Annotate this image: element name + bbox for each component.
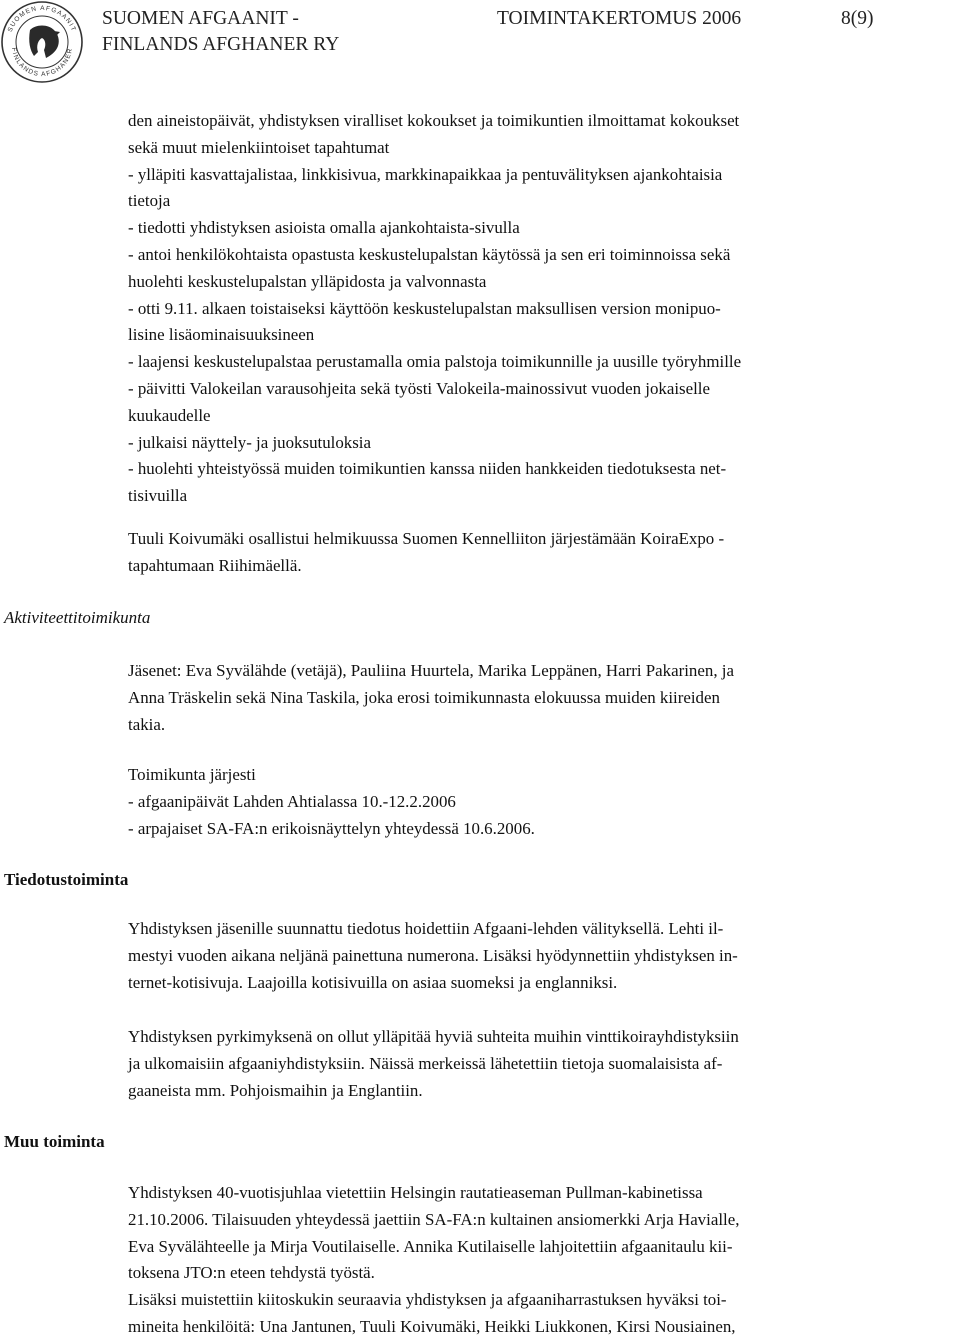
text-line: Yhdistyksen pyrkimyksenä on ollut ylläpitää hyviä suhteita muihin vinttikoirayhdistyksiin xyxy=(128,1027,739,1046)
text-line: tietoja xyxy=(128,191,171,211)
text-line: huolehti keskustelupalstan ylläpidosta ja valvonnasta xyxy=(128,271,487,291)
text-line: - antoi henkilökohtaista opastusta keskustelupalstan käytössä ja sen eri toiminnoissa sekä xyxy=(128,244,731,264)
text-line: den aineistopäivät, yhdistyksen viralliset kokoukset ja toimikuntien ilmoittamat kokoukset xyxy=(128,111,740,130)
header-page-number: 8(9) xyxy=(841,8,874,29)
header-document-title: TOIMINTAKERTOMUS 2006 xyxy=(497,8,742,29)
paragraph-relations xyxy=(128,1024,958,1104)
text-line: - tiedotti yhdistyksen asioista omalla ajankohtaista-sivulla xyxy=(128,218,520,238)
text-line: Jäsenet: Eva Syvälähde (vetäjä), Pauliina Huurtela, Marika Leppänen, Harri Pakarinen, ja xyxy=(128,661,734,680)
text-line: - afgaanipäivät Lahden Ahtialassa 10.-12.2.2006 xyxy=(128,791,456,811)
section-heading-aktiviteettitoimikunta: Aktiviteettitoimikunta xyxy=(4,608,151,627)
paragraph-committee-events xyxy=(128,762,958,842)
text-line: ja ulkomaisiin afgaaniyhdistyksiin. Näissä merkeissä lähetettiin tietoja suomalaisista af- xyxy=(128,1053,723,1073)
text-line: ternet-kotisivuja. Laajoilla kotisivuilla on asiaa suomeksi ja englanniksi. xyxy=(128,972,618,992)
text-line: tisivuilla xyxy=(128,486,188,506)
text-line: tapahtumaan Riihimäellä. xyxy=(128,555,302,575)
section-heading-muu-toiminta: Muu toiminta xyxy=(4,1132,105,1151)
text-line: - huolehti yhteistyössä muiden toimikuntien kanssa niiden hankkeiden tiedotuksesta net- xyxy=(128,459,727,479)
text-line: - arpajaiset SA-FA:n erikoisnäyttelyn yhteydessä 10.6.2006. xyxy=(128,818,535,838)
text-line: mestyi vuoden aikana neljänä painettuna numerona. Lisäksi hyödynnettiin yhdistyksen in- xyxy=(128,945,738,965)
text-line: - päivitti Valokeilan varausohjeita sekä työsti Valokeila-mainossivut vuoden jokaiselle xyxy=(128,378,710,398)
svg-text:SUOMEN AFGAANIT: SUOMEN AFGAANIT xyxy=(6,4,78,34)
text-line: - ylläpiti kasvattajalistaa, linkkisivua, markkinapaikkaa ja pentuvälityksen ajankohtaisia xyxy=(128,164,723,184)
header-organization-line1: SUOMEN AFGAANIT - xyxy=(102,8,299,29)
paragraph-communications xyxy=(128,916,958,996)
text-line: Toimikunta järjesti xyxy=(128,765,256,784)
text-line: mineita henkilöitä: Una Jantunen, Tuuli Koivumäki, Heikki Liukkonen, Kirsi Nousiainen, xyxy=(128,1316,736,1336)
paragraph-koiraexpo xyxy=(128,526,958,580)
paragraph-committee-members xyxy=(128,658,958,738)
paragraph-anniversary xyxy=(128,1180,958,1341)
text-line: takia. xyxy=(128,714,166,734)
text-line: - julkaisi näyttely- ja juoksutuloksia xyxy=(128,432,372,452)
header-organization-line2: FINLANDS AFGHANER RY xyxy=(102,34,340,55)
text-line: - laajensi keskustelupalstaa perustamalla omia palstoja toimikunnille ja uusille työryhmille xyxy=(128,352,742,372)
text-line: - otti 9.11. alkaen toistaiseksi käyttöön keskustelupalstan maksullisen version monipuo- xyxy=(128,298,721,318)
text-line: Anna Träskelin sekä Nina Taskila, joka erosi toimikunnasta elokuussa muiden kiireiden xyxy=(128,687,720,707)
text-line: gaaneista mm. Pohjoismaihin ja Englantiin. xyxy=(128,1080,423,1100)
svg-text:FINLANDS AFGHANER: FINLANDS AFGHANER xyxy=(9,47,75,79)
text-line: Tuuli Koivumäki osallistui helmikuussa Suomen Kennelliiton järjestämään KoiraExpo - xyxy=(128,529,725,548)
text-line: 21.10.2006. Tilaisuuden yhteydessä jaettiin SA-FA:n kultainen ansiomerkki Arja Havialle, xyxy=(128,1209,740,1229)
paragraph-website-duties xyxy=(128,108,958,510)
section-heading-tiedotustoiminta: Tiedotustoiminta xyxy=(4,870,129,889)
text-line: toksena JTO:n eteen tehdystä työstä. xyxy=(128,1263,375,1283)
text-line: Lisäksi muistettiin kiitoskukin seuraavia yhdistyksen ja afgaaniharrastuksen hyväksi toi- xyxy=(128,1290,727,1310)
text-line: Eva Syvälähteelle ja Mirja Voutilaiselle. Annika Kutilaiselle lahjoitettiin afgaanitaulu kii- xyxy=(128,1236,733,1256)
text-line: Yhdistyksen jäsenille suunnattu tiedotus hoidettiin Afgaani-lehden välityksellä. Lehti il- xyxy=(128,919,724,938)
text-line: Yhdistyksen 40-vuotisjuhlaa vietettiin Helsingin rautatieaseman Pullman-kabinetissa xyxy=(128,1183,703,1202)
text-line: kuukaudelle xyxy=(128,405,211,425)
club-logo-seal xyxy=(0,0,84,84)
text-line: lisine lisäominaisuuksineen xyxy=(128,325,315,345)
text-line: sekä muut mielenkiintoiset tapahtumat xyxy=(128,137,390,157)
